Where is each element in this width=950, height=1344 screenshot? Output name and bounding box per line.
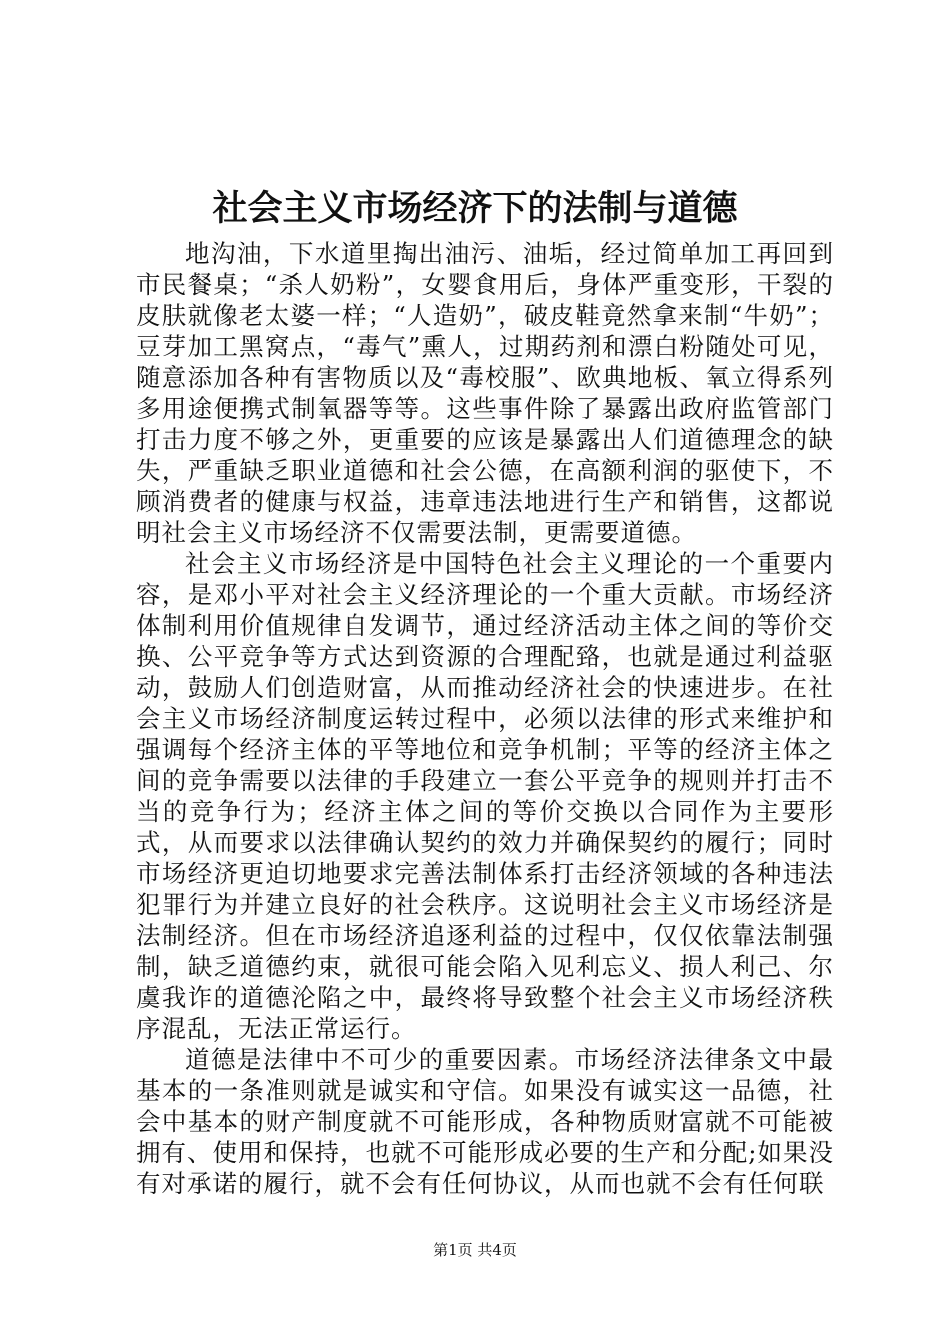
paragraph: 地沟油，下水道里掏出油污、油垢，经过简单加工再回到市民餐桌；“杀人奶粉”，女婴食用后，身体严重变形，干裂的皮肤就像老太婆一样；“人造奶”，破皮鞋竟然拿来制“牛奶”；豆芽加工黑窝点，“毒气”熏人，过期药剂和漂白粉随处可见，随意添加各种有害物质以及“毒校服”、欧典地板、氧立得系列多用途便携式制氧器等等。这些事件除了暴露出政府监管部门打击力度不够之外，更重要的应该是暴露出人们道德理念的缺失，严重缺乏职业道德和社会公德，在高额利润的驱使下，不顾消费者的健康与权益，违章违法地进行生产和销售，这都说明社会主义市场经济不仅需要法制，更需要道德。	[136, 239, 834, 547]
page-title: 社会主义市场经济下的法制与道德	[212, 188, 738, 229]
paragraph: 道德是法律中不可少的重要因素。市场经济法律条文中最基本的一条准则就是诚实和守信。如果没有诚实这一品德，社会中基本的财产制度就不可能形成，各种物质财富就不可能被拥有、使用和保持，也就不可能形成必要的生产和分配;如果没有对承诺的履行，就不会有任何协议，从而也就不会有任何联	[136, 1045, 834, 1198]
page-footer: 第1页 共4页	[433, 1241, 517, 1259]
document-body	[136, 238, 834, 1199]
paragraph: 社会主义市场经济是中国特色社会主义理论的一个重要内容，是邓小平对社会主义经济理论的一个重大贡献。市场经济体制利用价值规律自发调节，通过经济活动主体之间的等价交换、公平竞争等方式达到资源的合理配臵，也就是通过利益驱动，鼓励人们创造财富，从而推动经济社会的快速进步。在社会主义市场经济制度运转过程中，必须以法律的形式来维护和强调每个经济主体的平等地位和竞争机制；平等的经济主体之间的竞争需要以法律的手段建立一套公平竞争的规则并打击不当的竞争行为；经济主体之间的等价交换以合同作为主要形式，从而要求以法律确认契约的效力并确保契约的履行；同时市场经济更迫切地要求完善法制体系打击经济领域的各种违法犯罪行为并建立良好的社会秩序。这说明社会主义市场经济是法制经济。但在市场经济追逐利益的过程中，仅仅依靠法制强制，缺乏道德约束，就很可能会陷入见利忘义、损人利己、尔虞我诈的道德沦陷之中，最终将导致整个社会主义市场经济秩序混乱，无法正常运行。	[136, 549, 834, 1043]
